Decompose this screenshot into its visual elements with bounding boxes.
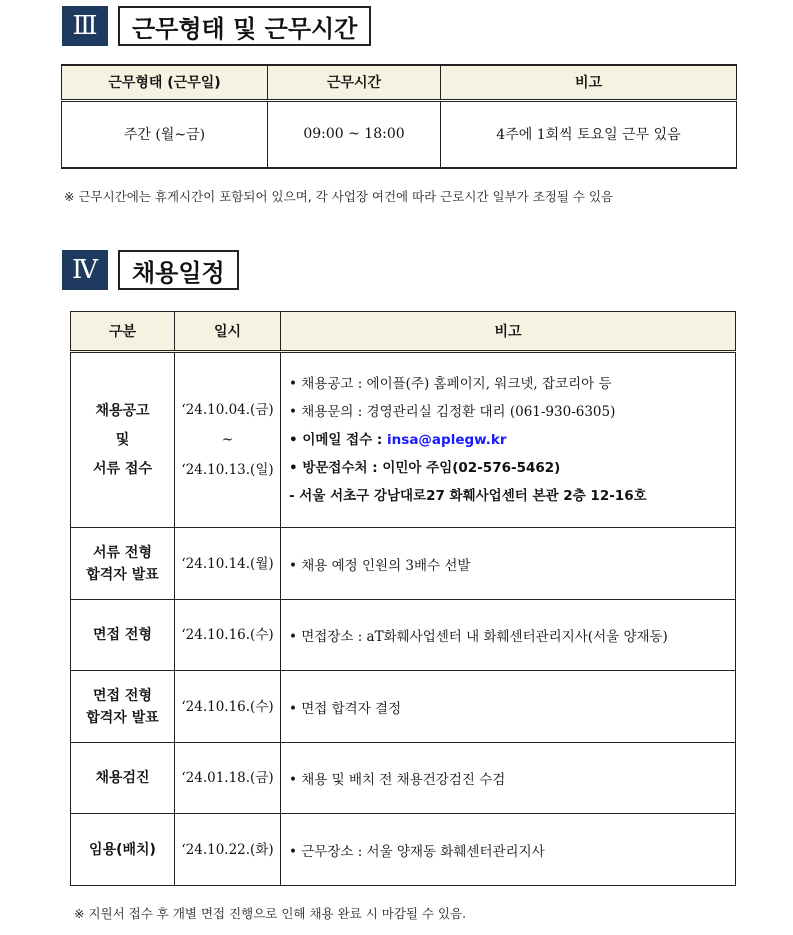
list-item: • 채용공고 : 에이플(주) 홈페이지, 워크넷, 잡코리아 등 [289,376,612,392]
cell-remarks: 4주에 1회씩 토요일 근무 있음 [441,100,737,168]
list-item: - 서울 서초구 강남대로27 화훼사업센터 본관 2층 12-16호 [289,488,647,504]
row-date: ‘24.10.16.(수) [175,671,281,743]
row-notes: • 채용 및 배치 전 채용건강검진 수검 [281,743,736,814]
row-date: ‘24.10.14.(월) [175,528,281,600]
row-label: 면접 전형 [71,600,175,671]
row-date: ‘24.01.18.(금) [175,743,281,814]
row-notes: • 근무장소 : 서울 양재동 화훼센터관리지사 [281,814,736,886]
header-date: 일시 [175,312,281,352]
row-notes: • 채용 예정 인원의 3배수 선발 [281,528,736,600]
header-work-hours: 근무시간 [268,65,441,100]
section4-header [62,250,239,290]
section3-numeral: Ⅲ [62,6,108,46]
list-item: • 이메일 접수 : insa@aplegw.kr [289,432,507,448]
cell-work-type: 주간 (월~금) [62,100,268,168]
table-row [71,600,736,671]
row-label: 임용(배치) [71,814,175,886]
table-row [71,352,736,528]
table-row [71,814,736,886]
table-row [71,528,736,600]
section3-title: 근무형태 및 근무시간 [118,6,371,46]
section4-title: 채용일정 [118,250,239,290]
recruitment-schedule-table [70,311,736,886]
work-hours-table [61,64,737,169]
section3-header [62,6,371,46]
header-remarks: 비고 [441,65,737,100]
section4-numeral: Ⅳ [62,250,108,290]
row-date: ‘24.10.04.(금) ~ ‘24.10.13.(일) [175,352,281,528]
row-date: ‘24.10.16.(수) [175,600,281,671]
row-label: 채용검진 [71,743,175,814]
row-date: ‘24.10.22.(화) [175,814,281,886]
list-item: • 방문접수처 : 이민아 주임(02-576-5462) [289,460,561,476]
row-label: 서류 전형 합격자 발표 [71,528,175,600]
table-row [71,671,736,743]
header-note: 비고 [281,312,736,352]
section3-note: ※ 근무시간에는 휴게시간이 포함되어 있으며, 각 사업장 여건에 따라 근로시간 일부가 조정될 수 있음 [64,189,614,204]
email-link[interactable]: insa@aplegw.kr [387,432,507,448]
header-work-type: 근무형태 (근무일) [62,65,268,100]
row-notes: • 면접 합격자 결정 [281,671,736,743]
row-notes: • 면접장소 : aT화훼사업센터 내 화훼센터관리지사(서울 양재동) [281,600,736,671]
row-label: 면접 전형 합격자 발표 [71,671,175,743]
row-notes [281,352,736,528]
list-item: • 채용문의 : 경영관리실 김정환 대리 (061-930-6305) [289,404,616,420]
section4-note: ※ 지원서 접수 후 개별 면접 진행으로 인해 채용 완료 시 마감될 수 있음. [74,906,467,921]
table-row [71,743,736,814]
header-category: 구분 [71,312,175,352]
cell-work-hours: 09:00 ~ 18:00 [268,100,441,168]
row-label: 채용공고 및 서류 접수 [71,352,175,528]
